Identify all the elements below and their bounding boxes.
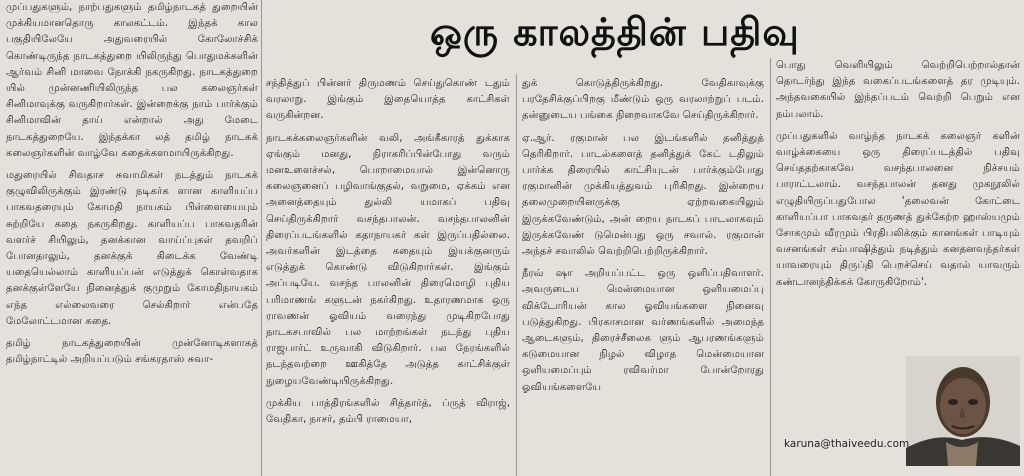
author-email: karuna@thaiveedu.com [784, 438, 910, 450]
column-rule [261, 0, 262, 476]
paragraph: முப்பதுகளில் வாழ்ந்த நாடகக் கலைஞர் களின் வாழ்க்கையை ஒரு திரைப்படத்தில் பதிவு செய்ததற்காகவே வசந்தபாலனை நிச்சயம் பாராட்டலாம். வசந்தபாலன் தனது முகநூலில் எழுதியிருப்பதுபோல 'தலைவன் கோட்டை காளியப்பா பாகவதர் தருணத் துக்கேற்ற ஹாஸ்யமும் சோகமும் வீரமும் பிரதிபலிக்கும் கானங்கள் பாடியும் வசனங்கள் சம்பாஷித்தும் நடித்தும் கனதனவந்தர்கள் யாவரையும் திருப்தி பெறச்செய் வதால் யாவரும் கண்டானந்திக்கக் கோருகிறோம்'. [776, 130, 1020, 288]
paragraph: சந்தித்துப் பின்னர் திருமணம் செய்துகொண் டதும் வரலாறு. இங்கும் இதையொத்த காட்சிகள் வருகின்றன. [266, 78, 510, 122]
column-rule [770, 58, 771, 476]
article-column-3 [522, 76, 764, 476]
paragraph: மதுரையில் சிவதாச சுவாமிகள் நடத்தும் நாடகக் குழுவிலிருக்கும் இரண்டு நடிகர்க ளான காளியப்ப பாகவதரையும் கோமதி நாயகம் பிள்ளையையும் சுற்றியே கதை நகருகிறது. காளியப்ப பாகவதரின் வளர்ச் சியிலும், தனக்கான வாய்ப்புகள் தவறிப் போனதாலும், தனக்குக் கிடைக்க வேண்டி யதையெல்லாம் காளியப்பன் எடுத்துக் கொள்வதாக தனக்குள்ளேயே நினைத்துக் குமுறும் கோமதிநாயகம் எந்த எல்லைவரை செல்கிறார் என்பதே மேலோட்டமான கதை. [6, 170, 258, 327]
paragraph: முக்கிய பாத்திரங்களில் சித்தார்த், ப்ருத் விராஜ், வேதிகா, நாசர், தம்பி ராமையா, [266, 397, 510, 426]
paragraph: தமிழ் நாடகத்துறையின் முன்னோடிகளாகத் தமிழ்நாட்டில் அறியப்படும் சங்கரதாஸ் சுவா- [6, 338, 258, 366]
article-column-4 [776, 58, 1020, 354]
paragraph: நாடகக்கலைஞர்களின் வலி, அங்கீகாரத் துக்காக ஏங்கும் மனது, நிராகரிப்பின்போது வரும் மனஉளைச்சல், பொறாமையால் இன்னொரு கலைஞனைப் பழிவாங்குதல், வறுமை, ஏக்கம் என அனைத்தையும் துல்லி யமாகப் பதிவு செய்திருக்கிறார் வசந்தபாலன். வசந்தபாலனின் திரைப்படங்களில் கதாநாயகர் கள் இருப்பதில்லை. அவர்களின் இடத்தை கதையும் இயக்குனரும் எடுத்துக் கொண்டு விடுகிறார்கள். இங்கும் அப்படியே. வசந்த பாலனின் திரைமொழி புதிய பரிமாணங் களுடன் நகர்கிறது. உதாரணமாக ஒரு ராவணன் ஓவியம் வரைந்து முடிகிறபோது நாடகசபாவில் பல மாற்றங்கள் நடந்து புதிய ராஜபார்ட் உருவாகி விடுகிறார். பல நேரங்களில் நடந்தவற்றை ஊகித்தே அடுத்த காட்சிக்குள் நுழையவேண்டியிருக்கிறது. [266, 132, 510, 387]
headline: ஒரு காலத்தின் பதிவு [430, 10, 800, 54]
paragraph: முப்பதுகளும், நாற்பதுகளும் தமிழ்நாடகத் துறையின் முக்கியமானதொரு காலகட்டம். இந்தக் கால பகுதியிலேயே அதுவரையில் கோலோச்சிக் கொண்டிருந்த நாடகத்துறை யிலிருந்து பொதுமக்களின் ஆர்வம் சினி மாவை நோக்கி நகருகிறது. நாடகத்துறை யில் முன்னணியிலிருந்த பல கலைஞர்கள் சினிமாவுக்கு வருகிறார்கள். இன்றைக்கு நாம் பார்க்கும் சினிமாவின் தாய் என்றால் அது மேடை நாடகத்துறையே. இந்தக்கா லத் தமிழ் நாடகக் கலைஞர்களின் வாழ்வே கதைக்களமாயிருக்கிறது. [6, 2, 258, 159]
paragraph: பொது வெளியிலும் வெற்றிபெற்றால்தான் தொடர்ந்து இந்த வகைப்படங்களைத் தர முடியும். அந்தவகையில் இந்தப்படம் வெற்றி பெறும் என நம்பலாம். [776, 60, 1020, 120]
author-portrait-icon [906, 356, 1020, 466]
article-column-2 [266, 76, 510, 476]
paragraph: துக் கொடுத்திருக்கிறது. வேதிகாவுக்கு பரதேசிக்குப்பிறகு மீண்டும் ஒரு வரலாற்றுப் படம். தன்னுடைய பங்கை நிறைவாகவே செய்திருக்கிறார். [522, 78, 764, 122]
article-column-1 [6, 0, 258, 476]
column-rule [516, 74, 517, 476]
paragraph: நீரவ் ஷா அறியப்பட்ட ஒரு ஒளிப்பதிவாளர். அவருடைய மென்மையான ஒளியமைப்பு விக்டோரியன் கால ஓவியங்களை நினைவு படுத்துகிறது. பிரகாசமான வர்ணங்களில் அமைந்த ஆடைகளும், திரைச்சீலைக ளும் ஆபரணங்களும் கடுமையான நிழல் விழாத மென்மையான ஒளியமைப்பும் ரவிவர்மா போன்றோரது ஓவியங்களையே [522, 268, 764, 393]
paragraph: ஏ.ஆர். ரகுமான் பல இடங்களில் தனித்துத் தெரிகிறார். பாடல்களைத் தனித்துக் கேட் டதிலும் பார்க்க திரையில் காட்சியுடன் பார்க்கும்போது ரகுமானின் முக்கியத்துவம் புரிகிறது. இன்றைய தலைமுறையினருக்கு ஏற்றவகையிலும் இருக்கவேண்டும், அன் றைய நாடகப் பாடலாகவும் இருக்கவேண் டுமென்பது ஒரு சவால். ரகுமான் அந்தச் சவாலில் வெற்றிபெற்றிருக்கிறார். [522, 132, 764, 258]
